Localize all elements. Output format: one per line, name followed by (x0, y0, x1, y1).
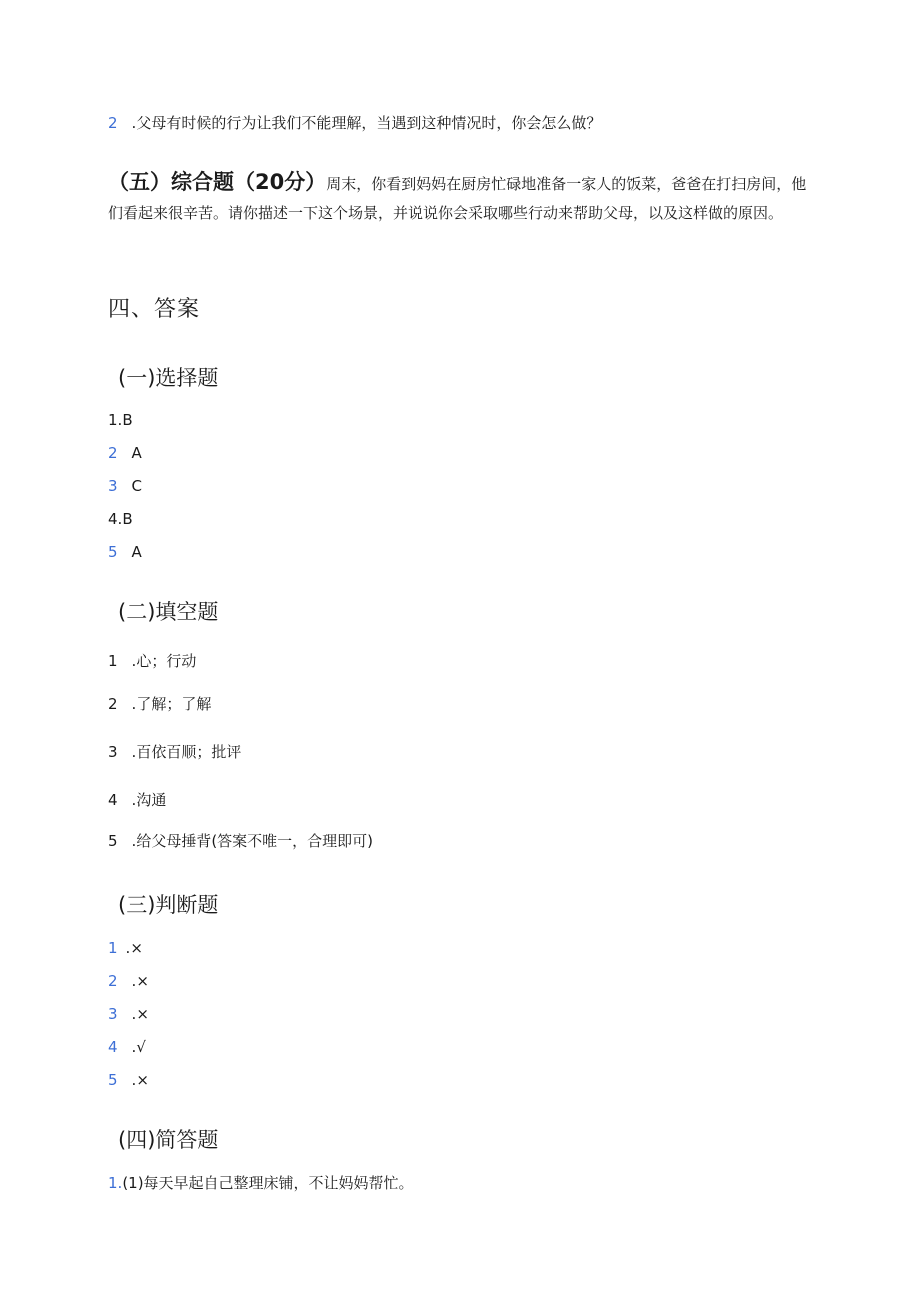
answer-value: B (122, 510, 133, 528)
answer-number: 1. (108, 1174, 123, 1192)
short-answer-section-title: (四)简答题 (118, 1128, 219, 1152)
answer-value: A (131, 444, 142, 462)
answer-number: 2 (108, 444, 118, 462)
answer-value: A (131, 543, 142, 561)
section-5-heading: （五）综合题（20分） (108, 170, 327, 194)
answer-value: .给父母捶背(答案不唯一，合理即可) (131, 832, 374, 850)
answer-number: 2 (108, 972, 118, 990)
answer-value: .× (131, 1005, 149, 1023)
judge-answer-2 (108, 972, 149, 990)
answer-number: 4 (108, 1038, 118, 1056)
answer-number: 3 (108, 477, 118, 495)
question-2 (108, 112, 601, 133)
choice-answer-3 (108, 477, 142, 495)
answer-value: .沟通 (131, 791, 167, 809)
fill-answer-3 (108, 741, 241, 762)
choice-answer-2 (108, 444, 142, 462)
fill-answer-4 (108, 789, 166, 810)
answer-number: 1. (108, 411, 123, 429)
fill-answer-5 (108, 830, 373, 851)
answer-number: 1 (108, 652, 118, 670)
answers-title: 四、答案 (108, 297, 201, 322)
question-text: .父母有时候的行为让我们不能理解，当遇到这种情况时，你会怎么做？ (131, 114, 602, 132)
judge-answer-4 (108, 1038, 146, 1056)
fill-answer-2 (108, 693, 211, 714)
answer-value: C (131, 477, 143, 495)
answer-number: 2 (108, 695, 118, 713)
judge-answer-3 (108, 1005, 149, 1023)
choice-answer-5 (108, 543, 142, 561)
answer-number: 3 (108, 1005, 118, 1023)
answer-number: 3 (108, 743, 118, 761)
answer-value: .× (125, 939, 143, 957)
answer-value: .× (131, 972, 149, 990)
answer-value: .√ (131, 1038, 146, 1056)
choice-section-title: (一)选择题 (118, 366, 219, 390)
answer-value: B (122, 411, 133, 429)
choice-answer-1 (108, 411, 133, 429)
answer-value: .了解；了解 (131, 695, 212, 713)
answer-number: 4. (108, 510, 123, 528)
answer-number: 5 (108, 543, 118, 561)
judge-answer-5 (108, 1071, 149, 1089)
answer-number: 5 (108, 832, 118, 850)
question-number: 2 (108, 114, 118, 132)
fill-section-title: (二)填空题 (118, 600, 219, 624)
answer-number: 1 (108, 939, 118, 957)
answer-number: 5 (108, 1071, 118, 1089)
answer-value: .× (131, 1071, 149, 1089)
judge-section-title: (三)判断题 (118, 893, 219, 917)
answer-number: 4 (108, 791, 118, 809)
answer-value: (1)每天早起自己整理床铺，不让妈妈帮忙。 (122, 1174, 414, 1192)
judge-answer-1 (108, 939, 143, 957)
fill-answer-1 (108, 650, 196, 671)
answer-value: .心；行动 (131, 652, 197, 670)
choice-answer-4 (108, 510, 133, 528)
section-5-paragraph (108, 168, 808, 228)
section-5-body: 周末，你看到妈妈在厨房忙碌地准备一家人的饭菜，爸爸在打扫房间，他们看起来很辛苦。请你描述一下这个场景，并说说你会采取哪些行动来帮助父母，以及这样做的原因。 (108, 175, 807, 222)
answer-value: .百依百顺；批评 (131, 743, 242, 761)
short-answer-1 (108, 1172, 414, 1193)
